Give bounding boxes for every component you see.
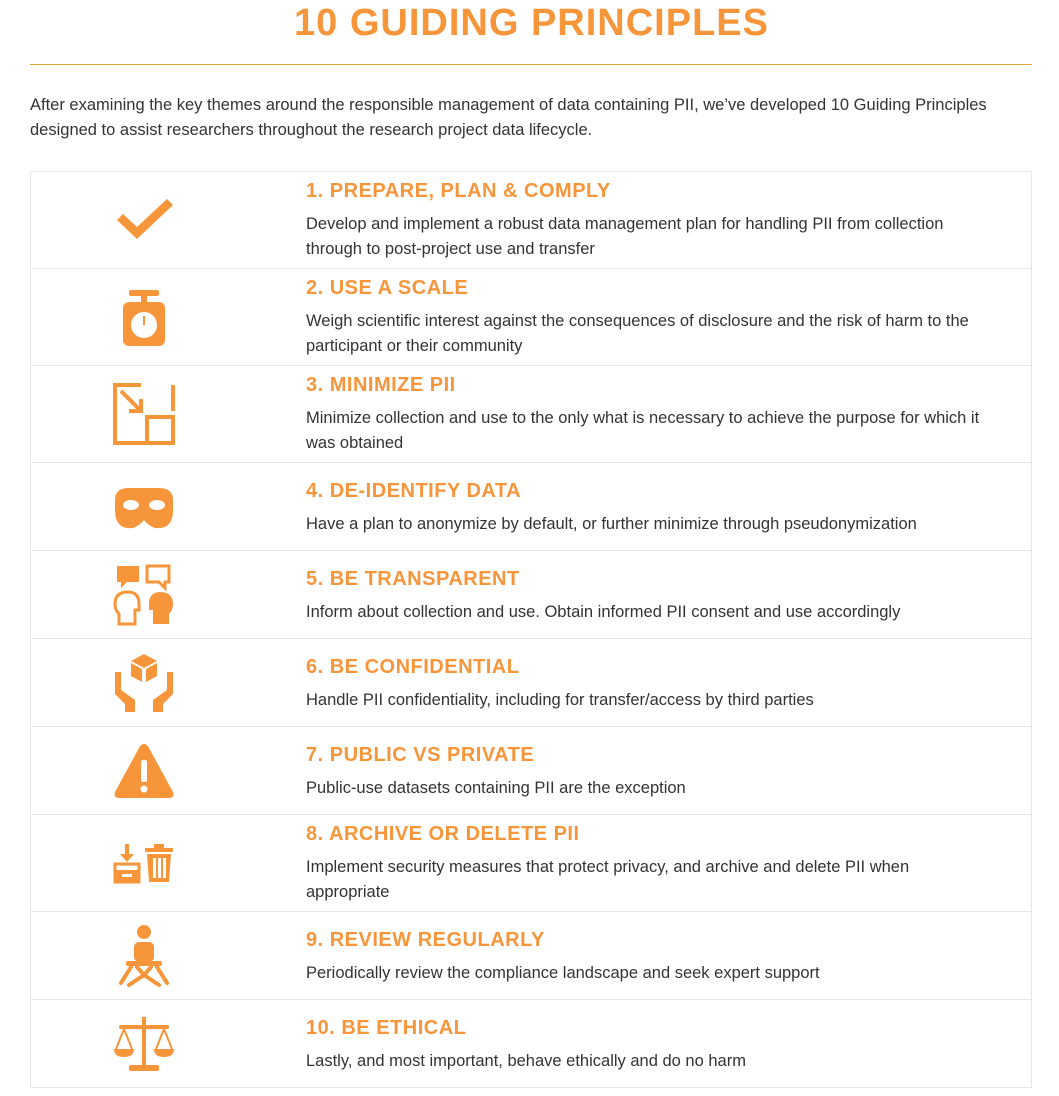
intro-paragraph: After examining the key themes around the responsible management of data containing PII, we’ve developed 10 Guiding Principles designed to assist researchers throughout the research project data lifecycle. — [30, 96, 987, 139]
principle-icon-cell — [31, 172, 256, 268]
title-divider — [30, 64, 1032, 65]
principle-description: Minimize collection and use to the only what is necessary to achieve the purpose for which it was obtained — [306, 409, 980, 452]
principle-description: Inform about collection and use. Obtain informed PII consent and use accordingly — [306, 603, 901, 621]
principle-row-8 — [31, 815, 1031, 912]
principle-title: 4. DE-IDENTIFY DATA — [306, 480, 522, 502]
principle-title: 9. REVIEW REGULARLY — [306, 929, 545, 951]
principle-title: 3. MINIMIZE PII — [306, 374, 456, 396]
justice-scale-icon — [111, 1011, 177, 1077]
principle-row-9 — [31, 912, 1031, 1000]
principle-description: Weigh scientific interest against the consequences of disclosure and the risk of harm to the participant or their community — [306, 312, 969, 355]
review-person-icon — [111, 923, 177, 989]
minimize-icon — [111, 381, 177, 447]
principle-icon-cell — [31, 727, 256, 814]
warning-icon — [111, 738, 177, 804]
principle-description: Handle PII confidentiality, including for transfer/access by third parties — [306, 691, 814, 709]
principle-icon-cell — [31, 551, 256, 638]
principle-icon-cell — [31, 366, 256, 462]
principle-icon-cell — [31, 269, 256, 365]
principle-row-3 — [31, 366, 1031, 463]
principle-icon-cell — [31, 912, 256, 999]
archive-delete-icon — [111, 830, 177, 896]
principle-icon-cell — [31, 1000, 256, 1087]
hands-box-icon — [111, 650, 177, 716]
principle-row-7 — [31, 727, 1031, 815]
principle-title: 2. USE A SCALE — [306, 277, 469, 299]
principle-title: 8. ARCHIVE OR DELETE PII — [306, 823, 580, 845]
scale-icon — [111, 284, 177, 350]
principle-row-4 — [31, 463, 1031, 551]
principle-description: Implement security measures that protect privacy, and archive and delete PII when appropriate — [306, 858, 910, 901]
principle-title: 1. PREPARE, PLAN & COMPLY — [306, 180, 611, 202]
principle-icon-cell — [31, 815, 256, 911]
principle-description: Lastly, and most important, behave ethically and do no harm — [306, 1052, 746, 1070]
principle-description: Periodically review the compliance landscape and seek expert support — [306, 964, 820, 982]
principle-description: Develop and implement a robust data management plan for handling PII from collection through to post-project use and transfer — [306, 215, 944, 258]
page-title: 10 GUIDING PRINCIPLES — [294, 2, 769, 44]
mask-icon — [111, 474, 177, 540]
principle-description: Public-use datasets containing PII are the exception — [306, 779, 686, 797]
principle-title: 10. BE ETHICAL — [306, 1017, 467, 1039]
conversation-icon — [111, 562, 177, 628]
principle-row-5 — [31, 551, 1031, 639]
principle-title: 5. BE TRANSPARENT — [306, 568, 520, 590]
principle-row-1 — [31, 172, 1031, 269]
principle-row-6 — [31, 639, 1031, 727]
principle-row-2 — [31, 269, 1031, 366]
principle-icon-cell — [31, 463, 256, 550]
checkmark-icon — [111, 187, 177, 253]
principles-table — [30, 171, 1032, 1088]
principle-title: 6. BE CONFIDENTIAL — [306, 656, 520, 678]
principle-title: 7. PUBLIC VS PRIVATE — [306, 744, 535, 766]
principle-icon-cell — [31, 639, 256, 726]
principle-description: Have a plan to anonymize by default, or further minimize through pseudonymization — [306, 515, 917, 533]
principle-row-10 — [31, 1000, 1031, 1088]
